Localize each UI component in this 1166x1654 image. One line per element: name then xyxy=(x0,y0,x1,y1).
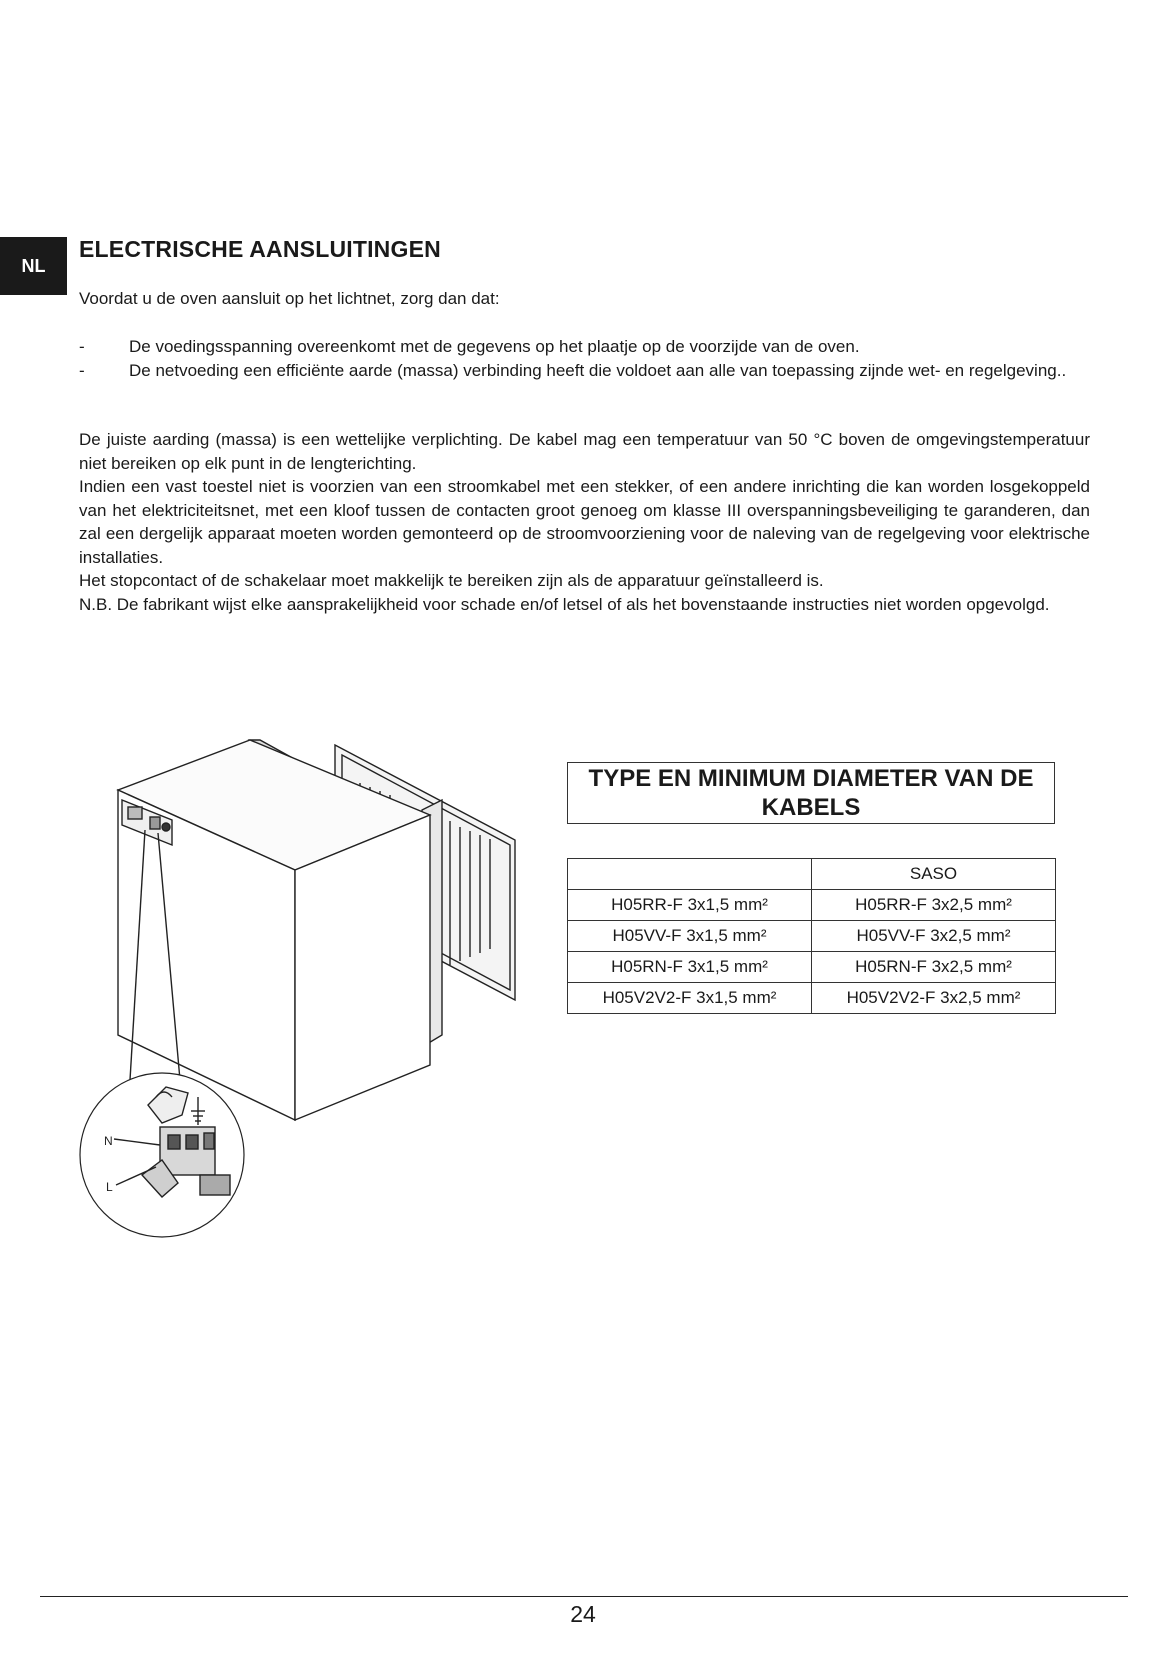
requirements-list xyxy=(79,335,1090,382)
table-row xyxy=(568,890,1056,921)
cable-table xyxy=(567,858,1056,1014)
list-item-text: De netvoeding een efficiënte aarde (massa) verbinding heeft die voldoet aan alle van toepassing zijnde wet- en regelgeving.. xyxy=(129,360,1067,380)
list-item xyxy=(79,335,1090,359)
bullet-dash: - xyxy=(79,337,85,356)
table-cell: H05RN-F 3x2,5 mm² xyxy=(812,952,1056,983)
neutral-label: N xyxy=(104,1134,113,1148)
paragraph-socket: Het stopcontact of de schakelaar moet makkelijk te bereiken zijn als de apparatuur geïnstalleerd is. xyxy=(79,571,824,590)
table-row xyxy=(568,983,1056,1014)
list-item xyxy=(79,359,1090,383)
table-row xyxy=(568,921,1056,952)
paragraph-disclaimer: N.B. De fabrikant wijst elke aansprakelijkheid voor schade en/of letsel of als het bovenstaande instructies niet worden opgevolgd. xyxy=(79,594,1050,614)
cable-table-title: TYPE EN MINIMUM DIAMETER VAN DE KABELS xyxy=(567,762,1055,824)
body-paragraphs xyxy=(79,428,1090,616)
paragraph-disconnect: Indien een vast toestel niet is voorzien van een stroomkabel met een stekker, of een andere inrichting die kan worden losgekoppeld van het elektriciteitsnet, met een kloof tussen de contacten groot genoeg om klasse III overspanningsbeveiliging te garanderen, dan zal een dergelijk apparaat moeten worden gemonteerd op de stroomvoorziening voor de naleving van de regelgeving voor elektrische installaties. xyxy=(79,477,1090,567)
language-tab: NL xyxy=(0,237,67,295)
page-number: 24 xyxy=(570,1601,596,1627)
list-item-text: De voedingsspanning overeenkomt met de gegevens op het plaatje op de voorzijde van de oven. xyxy=(129,337,860,356)
table-row xyxy=(568,952,1056,983)
table-header-row xyxy=(568,859,1056,890)
footer-divider xyxy=(40,1596,1128,1597)
table-header-cell: SASO xyxy=(812,859,1056,890)
table-cell: H05RR-F 3x2,5 mm² xyxy=(812,890,1056,921)
table-header-cell xyxy=(568,859,812,890)
table-cell: H05RN-F 3x1,5 mm² xyxy=(568,952,812,983)
table-cell: H05RR-F 3x1,5 mm² xyxy=(568,890,812,921)
section-heading: ELECTRISCHE AANSLUITINGEN xyxy=(79,236,441,262)
table-cell: H05V2V2-F 3x1,5 mm² xyxy=(568,983,812,1014)
table-cell: H05VV-F 3x1,5 mm² xyxy=(568,921,812,952)
bullet-dash: - xyxy=(79,360,85,380)
live-label: L xyxy=(106,1180,113,1194)
intro-text: Voordat u de oven aansluit op het lichtnet, zorg dan dat: xyxy=(79,289,500,308)
table-cell: H05V2V2-F 3x2,5 mm² xyxy=(812,983,1056,1014)
table-cell: H05VV-F 3x2,5 mm² xyxy=(812,921,1056,952)
paragraph-grounding: De juiste aarding (massa) is een wettelijke verplichting. De kabel mag een temperatuur van 50 °C boven de omgevingstemperatuur niet bereiken op elk punt in de lengterichting. xyxy=(79,430,1090,473)
oven-wiring-diagram xyxy=(70,735,540,1295)
